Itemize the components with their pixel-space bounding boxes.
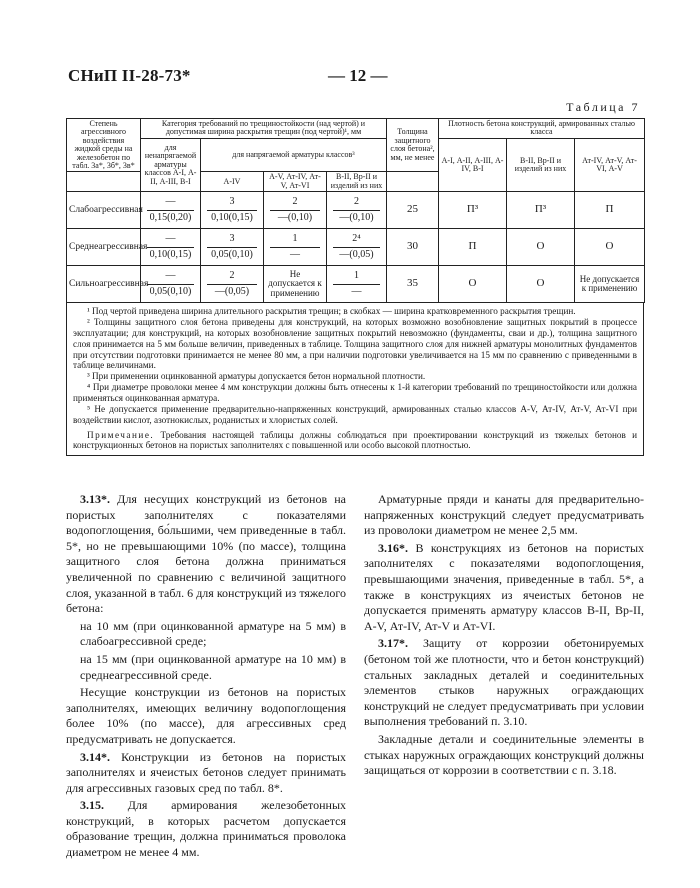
clause-text: Для несущих конструкций из бетонов на пористых заполнителях с показателями водопоглощения, бо́льшими, чем приведенные в табл. 5*, но не превышающими 10% (по массе), толщина защитного слоя бетона должна приниматься увеличенной по сравнению с величиной защитного слоя, указанной в табл. 6 для конструкций из тяжелого бетона: [66,492,347,616]
table-row [67,266,645,303]
clause-number: 3.15. [80,798,104,813]
paragraph-3-17 [364,636,644,730]
paragraph-3-14 [66,750,346,797]
header-class-bii: В-II, Вр-II и изделий из них [327,172,387,192]
thickness-cell: 25 [387,192,439,229]
document-code: СНиП II-28-73* [68,66,191,85]
left-column [66,492,346,863]
clause-text: Конструкции из бетонов на пористых заполнителях и ячеистых бетонов следует принимать для агрессивных газовых сред по табл. 8*. [66,749,346,795]
header-prestressed: для напрягаемой арматуры классов³ [201,138,387,172]
clause-number: 3.14*. [80,749,110,764]
density-cell: О [507,266,575,303]
clause-text: В конструкциях из бетонов на пористых заполнителях с показателями водопоглощения, превышающими значения, приведенные в табл. 5*, а также в конструкциях из ячеистых бетонов не допускается применять арматуру классов В-II, Вр-II, А-V, Ат-IV, Ат-V и Ат-VI. [364,540,645,633]
footnote: ¹ Под чертой приведена ширина длительного раскрытия трещин; в скобках — ширина кратковременного раскрытия трещин. [87,306,576,317]
clause-number: 3.17*. [378,636,408,651]
value-cell [141,229,201,266]
cell-top: — [147,197,194,211]
cell-top: 3 [207,197,257,211]
header-class-av: А-V, Ат-IV, Ат-V, Ат-VI [264,172,327,192]
page-header [68,66,640,90]
note-label: Примечание. [87,429,155,440]
cell-top: 1 [270,234,320,248]
value-cell [141,266,201,303]
cell-bottom: 0,10(0,15) [211,211,253,223]
paragraph: Несущие конструкции из бетонов на пористых заполнителях, имеющих величину водопоглощения более 10% (по массе), для агрессивных сред предусматривать не допускается. [66,685,346,746]
paragraph: Арматурные пряди и канаты для предварительно-напряженных конструкций следует предусматривать из проволоки диаметром не менее 2,5 мм. [364,492,644,538]
cell-top: — [147,271,194,285]
table-footnotes [66,303,644,456]
env-cell: Среднеагрессивная [67,229,141,266]
value-cell [201,266,264,303]
footnote: ² Толщины защитного слоя бетона приведены для конструкций, на которых возможно возобновление защитных покрытий в процессе эксплуатации; для конструкций, на которых возобновление защитных покрытий невозможно (фундаменты, сваи и др.), толщина защитного слоя принимается на 5 мм больше величин, приведенных в таблице. Толщина защитного слоя для нижней арматуры монолитных фундаментов при отсутствии подготовки принимается не менее 80 мм, а при наличии подготовки увеличивается на 15 мм по сравнению с приведенными в таблице величинами. [73,316,637,371]
header-category: Категория требований по трещиностойкости (над чертой) и допустимая ширина раскрытия трещин (под чертой)¹, мм [141,119,387,139]
value-cell [327,229,387,266]
paragraph-3-16 [364,541,644,635]
density-cell: О [575,229,645,266]
header-aggressiveness-cont [67,172,141,192]
cell-top: 2 [207,271,257,285]
header-thickness-cont [387,172,439,192]
right-column [364,492,644,781]
table-row [67,229,645,266]
cell-bottom: 0,10(0,15) [149,248,192,260]
cell-bottom: —(0,05) [339,248,374,260]
cell-bottom: —(0,10) [339,211,374,223]
thickness-cell: 35 [387,266,439,303]
value-cell [141,192,201,229]
thickness-cell: 30 [387,229,439,266]
paragraph-3-15 [66,798,346,860]
density-cell: Не допускается к применению [575,266,645,303]
cell-top: 2 [270,197,320,211]
cell-top: 3 [207,234,257,248]
footnote: ⁴ При диаметре проволоки менее 4 мм конструкции должны быть отнесены к 1-й категории требований по трещиностойкости или должна применяться оцинкованная арматура. [73,382,637,403]
requirements-table-block [66,118,644,456]
footnote: ⁵ Не допускается применение предварительно-напряженных конструкций, армированных сталью классов А-V, Ат-IV, Ат-V, Ат-VI при воздействии кислот, азотнокислых, роданистых и хлористых солей. [73,403,637,425]
density-cell: П³ [439,192,507,229]
note-text: Требования настоящей таблицы должны соблюдаться при проектировании конструкций из тяжелых бетонов и конструкционных бетонов на пористых заполнителях с повышенной или особо высокой плотностью. [73,429,638,451]
value-cell [264,229,327,266]
density-cell: П [439,229,507,266]
list-item: на 15 мм (при оцинкованной арматуре на 10 мм) в среднеагрессивной среде. [80,651,346,682]
value-cell [264,192,327,229]
cell-bottom: 0,05(0,10) [211,248,253,260]
clause-text: Защиту от коррозии обетонируемых (бетоном той же плотности, что и бетон конструкций) стальных закладных деталей и соединительных элементов стыков наружных ограждающих конструкций не следует предусматривать при условии выполнения требований п. 3.10. [364,636,644,729]
value-cell [327,192,387,229]
page-number: — 12 — [328,66,388,85]
cell-bottom: 0,05(0,10) [149,285,192,297]
header-nonprestressed: для ненапрягаемой арматуры классов А-I, А-II, А-III, В-I [141,138,201,191]
requirements-table [66,118,645,303]
paragraph: Закладные детали и соединительные элементы в стыках наружных ограждающих конструкций должны защищаться от коррозии в соответствии с п. 3.18. [364,731,644,778]
header-class-aiv: А-IV [201,172,264,192]
not-allowed-cell: Не допускается к применению [264,266,327,303]
cell-top: 2⁴ [333,234,380,248]
clause-number: 3.13*. [80,492,110,506]
header-aggressiveness: Степень агрессивного воздействия жидкой среды на железобетон по табл. 3а*, 3б*, 3в* [67,119,141,172]
header-density-class-3: Ат-IV, Ат-V, Ат-VI, А-V [575,138,645,191]
cell-bottom: 0,15(0,20) [149,211,192,223]
cell-top: 2 [333,197,380,211]
paragraph-3-13 [66,492,346,617]
table-caption: Таблица 7 [566,100,640,114]
clause-number: 3.16*. [378,540,408,555]
value-cell [327,266,387,303]
env-cell: Слабоагрессивная [67,192,141,229]
density-cell: О [507,229,575,266]
table-row [67,192,645,229]
density-cell: П [575,192,645,229]
cell-bottom: — [290,248,300,260]
header-thickness: Толщина защитного слоя бетона², мм, не менее [387,119,439,172]
cell-bottom: — [351,285,362,297]
cell-top: — [147,234,194,248]
header-density-class-1: А-I, А-II, А-III, А-IV, В-I [439,138,507,191]
cell-bottom: —(0,10) [277,211,313,223]
value-cell [201,229,264,266]
value-cell [201,192,264,229]
header-density: Плотность бетона конструкций, армированных сталью класса [439,119,645,139]
density-cell: О [439,266,507,303]
header-density-class-2: В-II, Вр-II и изделий из них [507,138,575,191]
cell-bottom: —(0,05) [214,285,250,297]
density-cell: П³ [507,192,575,229]
footnote: ³ При применении оцинкованной арматуры допускается бетон нормальной плотности. [87,371,426,382]
table-note [73,430,637,452]
cell-top: 1 [333,271,380,285]
env-cell: Сильноагрессивная [67,266,141,303]
clause-text: Для армирования железобетонных конструкций, в которых расчетом допускается образование трещин, должна приниматься проволока диаметром не менее 4 мм. [66,798,347,860]
list-item: на 10 мм (при оцинкованной арматуре на 5 мм) в слабоагрессивной среде; [80,618,346,649]
